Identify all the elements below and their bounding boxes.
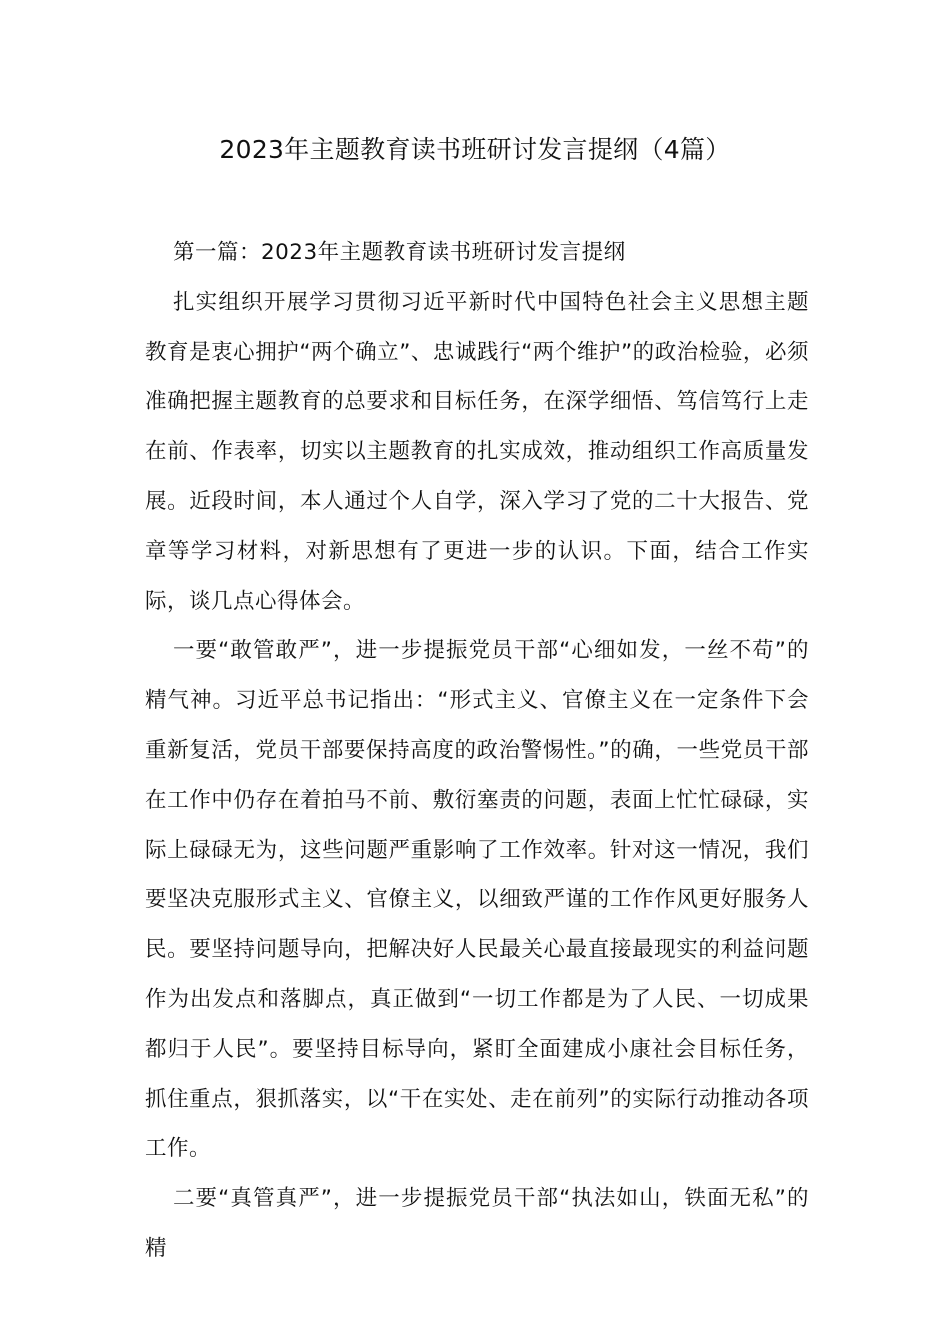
paragraph-intro: 扎实组织开展学习贯彻习近平新时代中国特色社会主义思想主题教育是衷心拥护“两个确立”、忠诚践行“两个维护”的政治检验，必须准确把握主题教育的总要求和目标任务，在深学细悟、笃信笃行上走在前、作表率，切实以主题教育的扎实成效，推动组织工作高质量发展。近段时间，本人通过个人自学，深入学习了党的二十大报告、党章等学习材料，对新思想有了更进一步的认识。下面，结合工作实际，谈几点心得体会。 [145, 289, 809, 614]
paragraph-point-one: 一要“敢管敢严”，进一步提振党员干部“心细如发，一丝不苟”的精气神。习近平总书记指出：“形式主义、官僚主义在一定条件下会重新复活，党员干部要保持高度的政治警惕性。”的确，一些党员干部在工作中仍存在着拍马不前、敷衍塞责的问题，表面上忙忙碌碌，实际上碌碌无为，这些问题严重影响了工作效率。针对这一情况，我们要坚决克服形式主义、官僚主义，以细致严谨的工作作风更好服务人民。要坚持问题导向，把解决好人民最关心最直接最现实的利益问题作为出发点和落脚点，真正做到“一切工作都是为了人民、一切成果都归于人民”。要坚持目标导向，紧盯全面建成小康社会目标任务，抓住重点，狠抓落实，以“干在实处、走在前列”的实际行动推动各项工作。 [145, 638, 809, 1162]
document-title: 2023年主题教育读书班研讨发言提纲（4篇） [219, 135, 731, 164]
paragraph-point-two: 二要“真管真严”，进一步提振党员干部“执法如山，铁面无私”的精 [145, 1186, 809, 1261]
section-heading: 第一篇：2023年主题教育读书班研讨发言提纲 [172, 240, 626, 265]
document-body [145, 228, 809, 1274]
